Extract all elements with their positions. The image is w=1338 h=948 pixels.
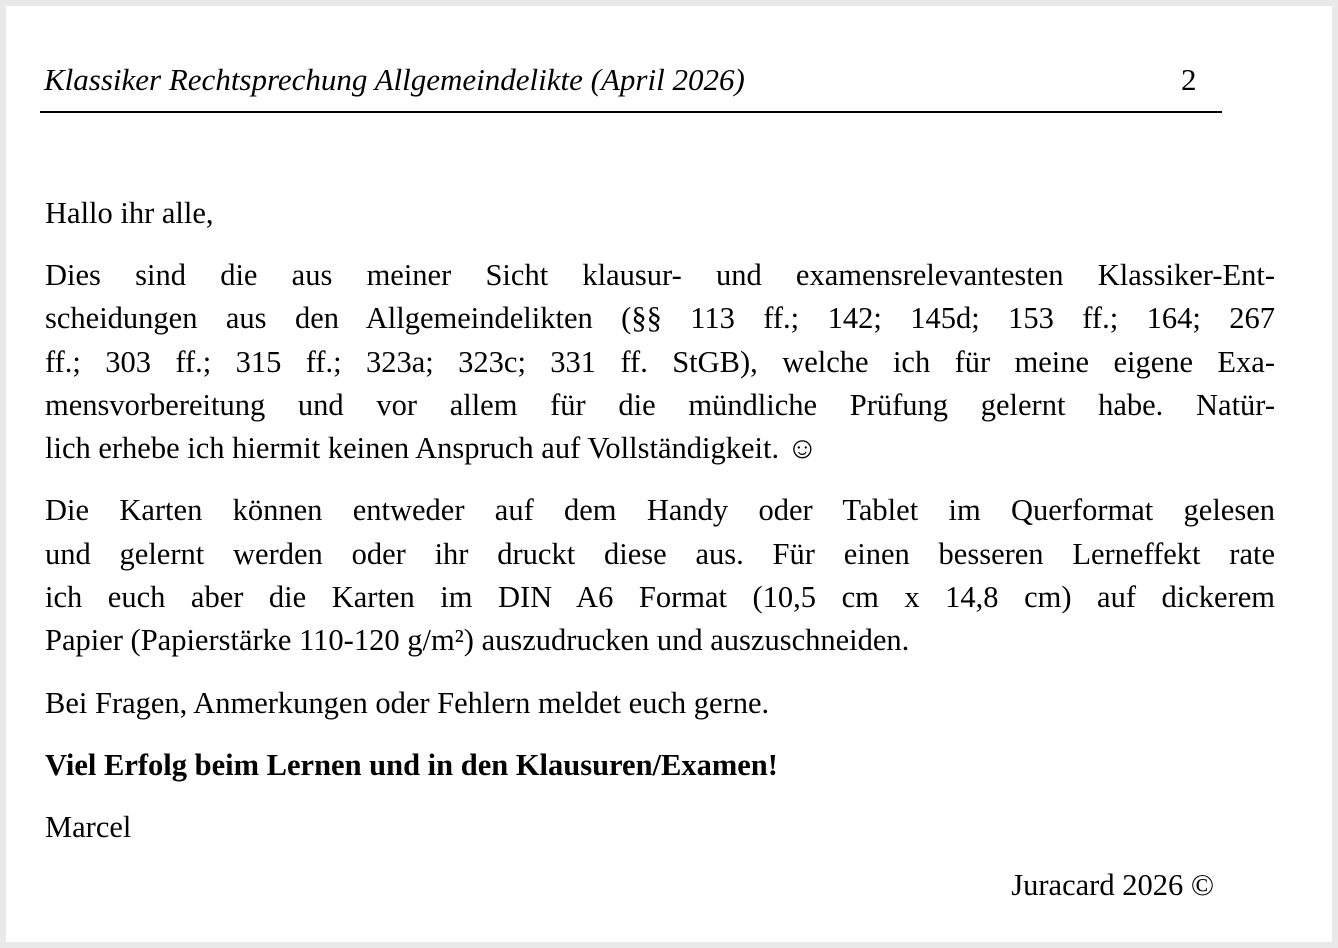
copyright-footer: Juracard 2026 ©: [1011, 868, 1214, 902]
page-number: 2: [1181, 62, 1197, 97]
intro-paragraph: [45, 254, 1275, 470]
letter-body: [45, 192, 1275, 868]
text-line: lich erhebe ich hiermit keinen Anspruch auf Vollständigkeit. ☺: [45, 431, 818, 466]
questions-line: Bei Fragen, Anmerkungen oder Fehlern meldet euch gerne.: [45, 685, 770, 720]
text-line: ff.; 303 ff.; 315 ff.; 323a; 323c; 331 ff. StGB), welche ich für meine eigene Exa-: [45, 344, 1275, 379]
text-line: Die Karten können entweder auf dem Handy oder Tablet im Querformat gelesen: [45, 493, 1275, 528]
text-line: Papier (Papierstärke 110-120 g/m²) auszudrucken und auszuschneiden.: [45, 623, 910, 658]
running-header-title: Klassiker Rechtsprechung Allgemeindelikte (April 2026): [44, 62, 745, 97]
text-line: ich euch aber die Karten im DIN A6 Format (10,5 cm x 14,8 cm) auf dickerem: [45, 580, 1275, 615]
closing-bold: Viel Erfolg beim Lernen und in den Klausuren/Examen!: [45, 747, 778, 782]
text-line: mensvorbereitung und vor allem für die mündliche Prüfung gelernt habe. Natür-: [45, 387, 1275, 422]
header-rule: [40, 111, 1222, 113]
text-line: scheidungen aus den Allgemeindelikten (§§ 113 ff.; 142; 145d; 153 ff.; 164; 267: [45, 301, 1275, 336]
text-line: Dies sind die aus meiner Sicht klausur- und examensrelevantesten Klassiker-Ent-: [45, 258, 1275, 292]
printing-paragraph: [45, 489, 1275, 662]
text-line: und gelernt werden oder ihr druckt diese aus. Für einen besseren Lerneffekt rate: [45, 536, 1275, 571]
document-page: [6, 6, 1332, 942]
greeting: Hallo ihr alle,: [45, 196, 214, 230]
signature: Marcel: [45, 809, 132, 844]
